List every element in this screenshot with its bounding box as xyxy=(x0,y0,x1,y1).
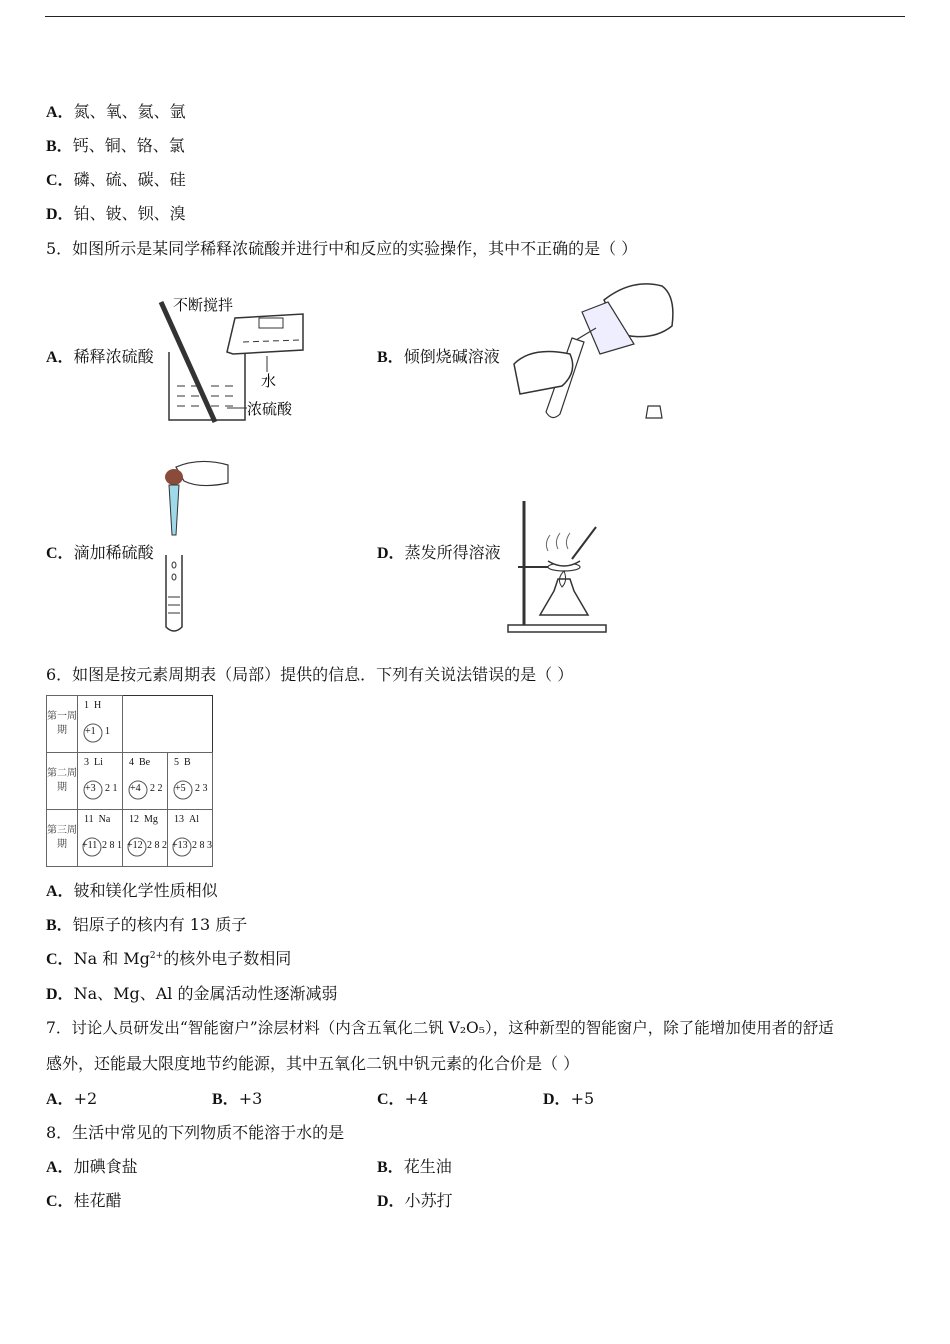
dilute-acid-figure xyxy=(155,290,305,430)
q6-option-b[interactable]: B．铝原子的核内有 13 质子 xyxy=(46,915,248,934)
atom-diagram: +4 2 2 xyxy=(127,779,167,801)
evaporate-figure xyxy=(506,495,608,635)
receiving-test-tube xyxy=(166,555,182,631)
q7-option-d[interactable]: D．+5 xyxy=(543,1089,595,1108)
q7-option-b[interactable]: B．+3 xyxy=(212,1089,263,1108)
atom-diagram: +11 2 8 1 xyxy=(82,836,122,858)
q7-stem-line2: 感外，还能最大限度地节约能源，其中五氧化二钒中钒元素的化合价是（ ） xyxy=(46,1054,580,1073)
atom-diagram: +3 2 1 xyxy=(82,779,122,801)
atom-diagram: +1 1 xyxy=(82,722,122,744)
steam xyxy=(546,533,570,551)
stand-base xyxy=(508,625,606,632)
periodic-table-excerpt xyxy=(46,695,213,867)
element-cell-be: 4 Be +4 2 2 xyxy=(123,753,168,810)
q4-option-d[interactable]: D．铂、铍、钡、溴 xyxy=(46,204,186,223)
q5-stem: 5．如图所示是某同学稀释浓硫酸并进行中和反应的实验操作，其中不正确的是（ ） xyxy=(46,239,638,258)
drip-acid-figure xyxy=(160,455,240,635)
q5-option-b[interactable]: B．倾倒烧碱溶液 xyxy=(377,347,500,366)
q8-option-b[interactable]: B．花生油 xyxy=(377,1157,452,1176)
element-cell-li: 3 Li +3 2 1 xyxy=(78,753,123,810)
q5-option-a[interactable]: A．稀释浓硫酸 xyxy=(46,347,154,366)
q7-option-c[interactable]: C．+4 xyxy=(377,1089,429,1108)
period-label-2: 第二周期 xyxy=(47,753,78,810)
q8-option-c[interactable]: C．桂花醋 xyxy=(46,1191,122,1210)
element-cell-al: 13 Al +13 2 8 3 xyxy=(168,810,213,867)
header-rule xyxy=(45,16,905,17)
element-cell-mg: 12 Mg +12 2 8 2 xyxy=(123,810,168,867)
dropper-bulb xyxy=(165,469,183,485)
q4-option-b[interactable]: B．钙、铜、铬、氯 xyxy=(46,136,185,155)
q7-stem-line1: 7．讨论人员研发出“智能窗户”涂层材料（内含五氧化二钒 V₂O₅），这种新型的智能窗户，除了能增加使用者的舒适 xyxy=(46,1019,834,1037)
element-cell-na: 11 Na +11 2 8 1 xyxy=(78,810,123,867)
element-cell-h: 1 H +1 1 xyxy=(78,696,123,753)
label-conc-acid: 浓硫酸 xyxy=(247,400,293,418)
q6-option-a[interactable]: A．铍和镁化学性质相似 xyxy=(46,881,218,900)
element-cell-b: 5 B +5 2 3 xyxy=(168,753,213,810)
q5-option-c[interactable]: C．滴加稀硫酸 xyxy=(46,543,154,562)
atom-diagram: +13 2 8 3 xyxy=(172,836,212,858)
glass-rod xyxy=(572,527,596,559)
q4-option-a[interactable]: A．氮、氧、氦、氩 xyxy=(46,102,186,121)
q8-option-a[interactable]: A．加碘食盐 xyxy=(46,1157,138,1176)
pour-lye-figure xyxy=(512,276,677,426)
q7-option-a[interactable]: A．+2 xyxy=(46,1089,98,1108)
dropper-tube xyxy=(169,485,179,535)
q8-option-d[interactable]: D．小苏打 xyxy=(377,1191,453,1210)
q4-option-c[interactable]: C．磷、硫、碳、硅 xyxy=(46,170,186,189)
atom-diagram: +12 2 8 2 xyxy=(127,836,167,858)
pouring-beaker xyxy=(227,314,303,354)
label-stir: 不断搅拌 xyxy=(173,296,234,314)
period-label-3: 第三周期 xyxy=(47,810,78,867)
q6-option-c[interactable]: C．Na 和 $Mg^{2+}$的核外电子数相同 xyxy=(46,949,292,968)
bottle-stopper xyxy=(646,406,662,418)
atom-diagram: +5 2 3 xyxy=(172,779,212,801)
label-water: 水 xyxy=(261,372,277,390)
q6-option-d[interactable]: D．Na、Mg、Al 的金属活动性逐渐减弱 xyxy=(46,984,338,1003)
q6-stem: 6．如图是按元素周期表（局部）提供的信息．下列有关说法错误的是（ ） xyxy=(46,665,574,684)
q5-option-d[interactable]: D．蒸发所得溶液 xyxy=(377,543,501,562)
hand xyxy=(176,461,228,485)
period-label-1: 第一周期 xyxy=(47,696,78,753)
q8-stem: 8．生活中常见的下列物质不能溶于水的是 xyxy=(46,1123,345,1142)
